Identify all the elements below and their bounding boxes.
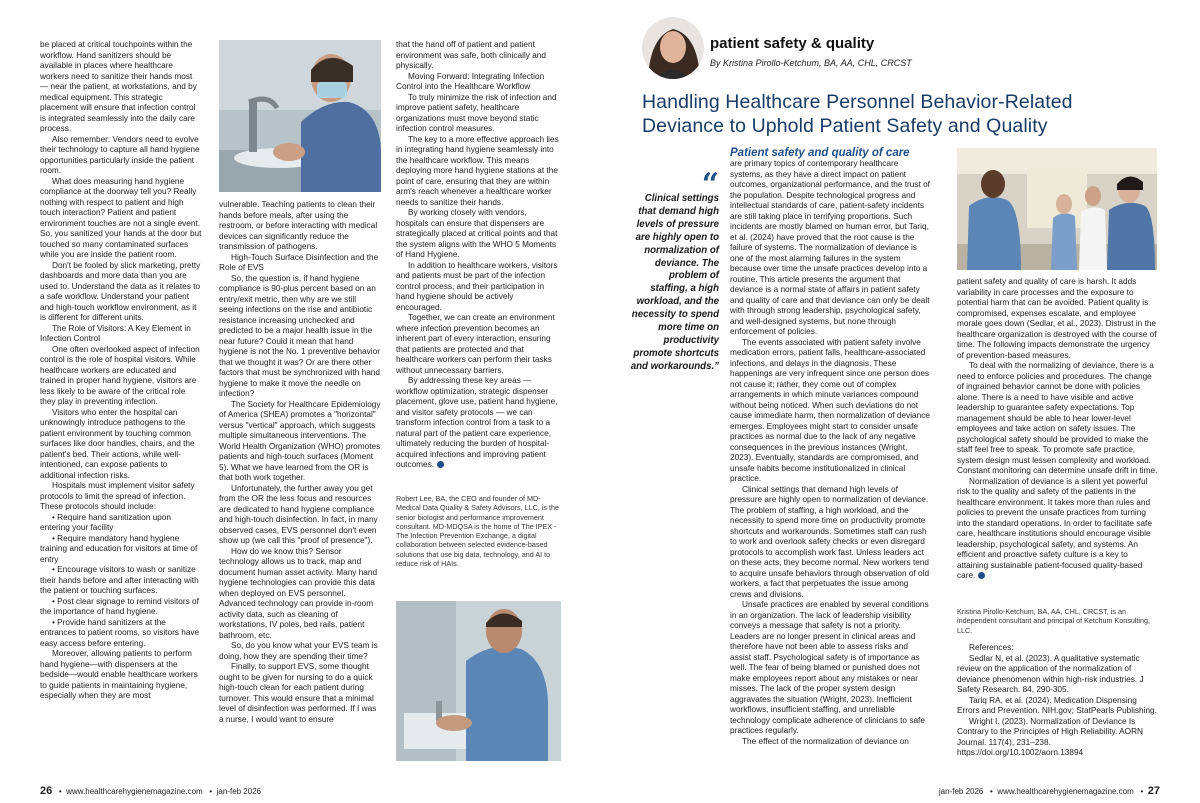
- paragraph: [40, 261, 202, 324]
- paragraph: [40, 345, 202, 408]
- footer-issue: jan-feb 2026: [216, 787, 262, 796]
- paragraph-text: By working closely with vendors, hospitals can ensure that dispensers are strategically placed at critical points and that the system aligns with the WHO 5 Moments of Hand Hygiene.: [396, 208, 558, 259]
- paragraph: [40, 534, 202, 566]
- paragraph: [40, 135, 202, 177]
- footer-url: www.healthcarehygienemagazine.com: [66, 787, 203, 796]
- photo-nurse-washing-hands: [219, 40, 381, 192]
- paragraph-text: Also remember: Vendors need to evolve their technology to capture all hand hygiene opportunities particularly inside the patient room.: [40, 134, 200, 175]
- end-mark-icon: [437, 461, 444, 468]
- paragraph: [219, 253, 381, 274]
- paragraph-text: Clinical settings that demand high levels of pressure are highly open to normalization of deviance. The problem of staffing, a high workload, and the necessity to spend more time on productivity promote shortcuts and workarounds. Sometimes staff can rush to work and overlook safety checks or even disregard protocols to accomplish work fast. Unless leaders act on these acts, they become normal. New workers tend to acquire unsafe behaviors through observation of old workers, a fact that perpetuates the issue among crews and divisions.: [730, 484, 930, 599]
- footer-url: www.healthcarehygienemagazine.com: [997, 787, 1134, 796]
- paragraph-text: that the hand off of patient and patient environment was safe, both clinically and physically.: [396, 40, 546, 70]
- paragraph-text: So, do you know what your EVS team is doing, how they are spending their time?: [219, 641, 378, 661]
- paragraph-text: are primary topics of contemporary healthcare systems, as they have a direct impact on patient outcomes, organizational performance, and the trust of the population. Despite technological progress and intellectual standards of care, patient-safety incidents are still taking place in terrifying proportions. Such incidents are mostly blamed on human error, but Tariq, et al. (2024) have proved that the root cause is the failure of systems. The normalization of deviance is one of the most alarming failures in the system because over time the unsafe practices develop into a routine. This article presents the argument that deviance is a normal state of affairs in patient safety and quality of care and that deviance can only be dealt with through strong leadership, psychological safety, and well-designed systems, but none through enforcement of policies.: [730, 159, 930, 336]
- paragraph-text: Don't be fooled by slick marketing, pretty dashboards and more data than you are used to. Understand the data as it relates to a safe workflow. Understand your patient and high-touch workflow environment, as it is different for different units.: [40, 260, 201, 322]
- left-column-2: [219, 200, 381, 725]
- paragraph-text: So, the question is, if hand hygiene compliance is 90-plus percent based on an entry/exit metric, then why are we still seeing infections on the rise and antibiotic resistance increasing unchecked and predicted to be a major health issue in the near future? Could it mean that hand hygiene is not the No. 1 preventive behavior that we thought it was? Or are there other factors that must be synchronized with hand hygiene to make it move the needle on infection?: [219, 273, 380, 398]
- paragraph: [396, 376, 561, 471]
- section-label: patient safety & quality: [710, 35, 875, 52]
- paragraph-text: patient safety and quality of care is harsh. It adds variability in care processes and the exposure to potential harm that can be avoided. Patient quality is compromised, expenses escalate, and employee morale goes down (Sedlar, et al., 2023). Distrust in the healthcare organization is destroyed with the course of time. The following impacts demonstrate the urgency of prevention-based measures.: [957, 277, 1157, 360]
- paragraph-text: Finally, to support EVS, some thought ought to be given for nursing to do a quick high-touch clean for each patient during turnover. This would ensure that a minimal level of disinfection was performed. If I was a nurse, I would want to ensure: [219, 662, 377, 724]
- paragraph-text: Normalization of deviance is a silent yet powerful risk to the quality and safety of the patients in the healthcare environment. It takes more than rules and policies to prevent the unsafe practices from turning into the standard operations. In order to facilitate safe care, healthcare institutions should encourage visible leadership, psychological safety, and systems. An efficient and proactive safety culture is a key to attaining sustainable patient-focused quality-based care.: [957, 476, 1152, 580]
- paragraph: [396, 93, 561, 135]
- photo-medical-team-hallway: [957, 148, 1157, 270]
- paragraph-text: Hospitals must implement visitor safety protocols to limit the spread of infection. These protocols should include:: [40, 481, 195, 511]
- author-photo: [642, 17, 704, 79]
- paragraph: [40, 324, 202, 345]
- paragraph: [396, 261, 561, 314]
- paragraph: [730, 159, 930, 338]
- paragraph-text: What does measuring hand hygiene compliance at the doorway tell you? Really nothing with respect to patient and high touch interaction? Patient and patient environment touches are not a single event. So, you sanitized your hands at the door but touched so many contaminated surfaces while you are inside the patient room.: [40, 176, 202, 259]
- paragraph: [730, 485, 930, 601]
- paragraph-text: By addressing these key areas — workflow optimization, strategic dispenser placement, glove use, patient hand hygiene, and visitor safety protocols — we can transform infection control from a task to a natural part of the patient care experience, ultimately reducing the burden of hospital-acquired infections and improving patient outcomes.: [396, 376, 558, 469]
- paragraph: [40, 565, 202, 597]
- paragraph-text: High-Touch Surface Disinfection and the Role of EVS: [219, 252, 379, 272]
- paragraph-text: To truly minimize the risk of infection and improve patient safety, healthcare organizations must move beyond static infection control measures.: [396, 92, 557, 133]
- paragraph: [730, 600, 930, 737]
- paragraph: [40, 597, 202, 618]
- author-bio-robert-lee: Robert Lee, BA, the CEO and founder of MD-Medical Data Quality & Safety Advisors, LLC, is the senior biologist and performance improvement consultant. MD-MDQSA is the home of The IPEX - The Infection Prevention Exchange, a digital collaboration between selected evidence-based solutions that use big data, technology, and AI to reduce risk of HAIs.: [396, 494, 559, 569]
- reference-item: Tariq RA, et al. (2024). Medication Dispensing Errors and Prevention. NIH.gov; StatPearls Publishing.: [957, 695, 1157, 715]
- paragraph: [219, 662, 381, 725]
- paragraph-text: • Require mandatory hand hygiene training and education for visitors at time of entry: [40, 533, 198, 564]
- page-number: 27: [1147, 785, 1160, 797]
- paragraph: [396, 313, 561, 376]
- paragraph: [40, 513, 202, 534]
- pull-quote: Clinical settings that demand high levels of pressure are highly open to normalization of deviance. The problem of staffing, a high workload, and the necessity to spend more time on productivity promote shortcuts and workarounds.”: [630, 193, 719, 372]
- right-page: [600, 0, 1200, 803]
- paragraph-text: How do we know this? Sensor technology allows us to track, map and document human asset activity. Many hand hygiene technologies can provide this data when deployed on EVS personnel. Advanced technology can provide in-room activity data, such as cleaning of workstations, IV poles, bed rails, patient bathroom, etc.: [219, 546, 378, 640]
- paragraph: [219, 484, 381, 547]
- paragraph: [957, 277, 1159, 361]
- reference-item: Sedlar N, et al. (2023). A qualitative systematic review on the application of the normalization of deviance phenomenon within high-risk industries. J Safety Research. 84, 290-305.: [957, 653, 1144, 694]
- paragraph: [219, 274, 381, 400]
- references: [957, 643, 1159, 759]
- paragraph: [219, 641, 381, 662]
- end-mark-icon: [978, 572, 985, 579]
- paragraph: [40, 408, 202, 482]
- paragraph: [219, 400, 381, 484]
- article-kicker: Patient safety and quality of care: [730, 147, 910, 159]
- quote-mark-icon: “: [701, 167, 719, 202]
- paragraph-text: • Require hand sanitization upon entering your facility: [40, 512, 171, 532]
- paragraph-text: Visitors who enter the hospital can unknowingly introduce pathogens to the patient environment by touching common surfaces like door handles, chairs, and the patient's bed. Their actions, while well-intentioned, can expose patients to additional infection risks.: [40, 407, 195, 480]
- footer-issue: jan-feb 2026: [938, 787, 984, 796]
- paragraph-text: Unsafe practices are enabled by several conditions in an organization. The lack of leadership visibility conveys a message that safety is not a priority. Leaders are no longer present in clinical areas and therefore have not been able to assess risks and assist staff. Psychological safety is of importance as well. The fear of being blamed or punished does not make employees report about any mistakes or near misses. The lack of the proper system design aggravates the situation (Wright, 2023). Inefficient workflows, insufficient staffing, and unreliable technology complicate adherence of clinicians to safe practices regularly.: [730, 600, 929, 735]
- paragraph: [219, 200, 381, 253]
- paragraph-text: One often overlooked aspect of infection control is the role of hospital visitors. While healthcare workers are educated and trained in proper hand hygiene, visitors are less likely to be aware of the critical role they play in preventing infection.: [40, 344, 200, 406]
- paragraph: [40, 618, 202, 650]
- paragraph-text: • Provide hand sanitizers at the entrances to patient rooms, so visitors have easy access before entering.: [40, 617, 200, 648]
- headline-line-1: Handling Healthcare Personnel Behavior-Related: [642, 91, 1073, 113]
- paragraph: [40, 177, 202, 261]
- right-page-footer: jan-feb 2026 • www.healthcarehygienemagazine.com • 27: [938, 785, 1160, 797]
- paragraph: [957, 361, 1159, 477]
- author-bio-kristina: Kristina Pirollo-Ketchum, BA, AA, CHL, CRCST, is an independent consultant and principal of Ketchum Konsulting, LLC.: [957, 607, 1150, 635]
- references-title: References:: [969, 643, 1014, 652]
- paragraph: [396, 135, 561, 209]
- paragraph-text: The events associated with patient safety involve medication errors, patient falls, healthcare-associated infections, and delays in the diagnosis. These happenings are very infrequent since one person does not cause it; rather, they come out of complex arrangements in which minute variances compound without being noticed. When such deviations do not cause immediate harm, then normalization of deviance emerges. Employees might start to consider unsafe practices as normal due to the lack of any negative consequences in the previous instances (Wright, 2023). Eventually, standards are compromised, and unsafe habits become institutionalized in clinical practice.: [730, 337, 930, 483]
- paragraph: [730, 338, 930, 485]
- paragraph: [40, 481, 202, 513]
- paragraph-text: vulnerable. Teaching patients to clean their hands before meals, after using the restroom, or before interacting with medical devices can significantly reduce the transmission of pathogens.: [219, 200, 378, 251]
- paragraph: [957, 477, 1159, 582]
- paragraph-text: Moreover, allowing patients to perform hand hygiene—with dispensers at the bedside—would enable healthcare workers to guide patients in maintaining hygiene, especially when they are most: [40, 649, 198, 700]
- paragraph: [396, 40, 561, 72]
- photo-healthcare-worker-washing-hands: [396, 601, 561, 761]
- left-column-3: [396, 40, 561, 471]
- right-side-column: [957, 277, 1159, 582]
- reference-item: Wright I. (2023). Normalization of Deviance Is Contrary to the Principles of High Reliability. AORN Journal. 117(4), 231–238. https://doi.org/10.1002/aorn.13894: [957, 716, 1144, 757]
- paragraph: [396, 208, 561, 261]
- paragraph-text: The Society for Healthcare Epidemiology of America (SHEA) promotes a "horizontal" versus "vertical" approach, which suggests multiple simultaneous interventions. The World Health Organization (WHO) promotes patients and high-touch surfaces (Moment 5). What we have learned from the OR is that both work together.: [219, 399, 381, 482]
- paragraph-text: • Post clear signage to remind visitors of the importance of hand hygiene.: [40, 596, 199, 616]
- left-column-1: [40, 40, 202, 702]
- headline-line-2: Deviance to Uphold Patient Safety and Quality: [642, 115, 1048, 137]
- left-page-footer: 26 • www.healthcarehygienemagazine.com • jan-feb 2026: [40, 785, 262, 797]
- paragraph-text: To deal with the normalizing of deviance, there is a need to enforce policies and procedures. The change of ingrained behavior cannot be done with policies alone. There is a need to have visible and active leadership to guarantee safety expectations. Top management should be able to hear lower-level employees and take action on safety issues. The psychological safety should be provided to make the staff feel free to speak. To promote safe practice, system design must lessen complexity and workload. Constant monitoring can determine unsafe drift in time.: [957, 361, 1158, 475]
- article-headline: [642, 90, 1162, 138]
- paragraph: [730, 737, 930, 748]
- paragraph: [40, 40, 202, 135]
- paragraph: [219, 547, 381, 642]
- paragraph-text: Unfortunately, the further away you get from the OR the less focus and resources are dedicated to hand hygiene compliance and high-touch disinfection. In fact, in many observed cases, EVS personnel don't even show up (we call this "proof of presence").: [219, 483, 378, 545]
- paragraph: [40, 649, 202, 702]
- paragraph-text: • Encourage visitors to wash or sanitize their hands before and after interacting with the patient or touching surfaces.: [40, 565, 199, 595]
- paragraph-text: The Role of Visitors: A Key Element in Infection Control: [40, 323, 191, 343]
- paragraph-text: be placed at critical touchpoints within the workflow. Hand sanitizers should be available in places where healthcare workers need to sanitize their hands most — near the patient, at workstations, and by medical equipment. This strategic placement will ensure that infection control is integrated seamlessly into the daily care process.: [40, 40, 197, 133]
- paragraph-text: The effect of the normalization of deviance on: [742, 736, 909, 746]
- section-header: [710, 35, 1170, 68]
- page-number: 26: [40, 785, 53, 797]
- paragraph-text: Together, we can create an environment where infection prevention becomes an inherent part of every interaction, ensuring that patients are protected and that healthcare workers can perform their tasks without unnecessary barriers.: [396, 313, 555, 375]
- paragraph: [396, 72, 561, 93]
- right-main-column: [730, 159, 930, 747]
- paragraph-text: Moving Forward: Integrating Infection Control into the Healthcare Workflow: [396, 71, 545, 91]
- paragraph-text: In addition to healthcare workers, visitors and patients must be part of the infection control process, and their participation in hand hygiene should be actively encouraged.: [396, 260, 558, 312]
- paragraph-text: The key to a more effective approach lies in integrating hand hygiene seamlessly into the healthcare workflow. This means deploying more hand hygiene stations at the point of care, ensuring that they are within arm's reach whenever a healthcare worker needs to sanitize their hands.: [396, 134, 559, 207]
- byline: By Kristina Pirollo-Ketchum, BA, AA, CHL, CRCST: [710, 58, 912, 68]
